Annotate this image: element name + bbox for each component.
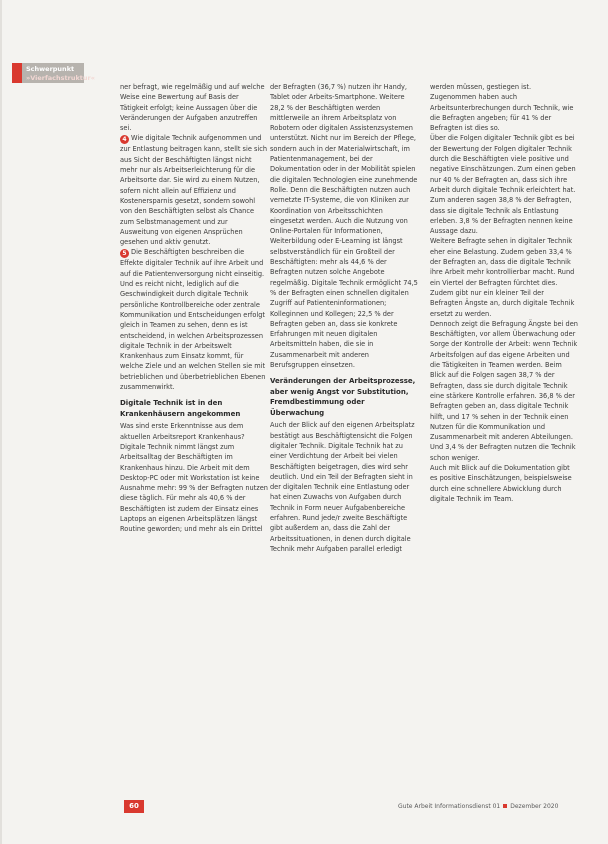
- issue-date: Dezember 2020: [510, 803, 559, 810]
- separator-square: [503, 804, 507, 808]
- paragraph: Was sind erste Erkenntnisse aus dem aktuellen Arbeitsreport Krankenhaus? Digitale Technik nimmt längst zum Arbeitsalltag der Beschäftigten im Krankenhaus hinzu. Die Arbeit mit dem Desktop-PC oder mit Workstation ist keine Ausnahme mehr: 99 % der Befragten nutzen diese täglich. Für mehr als 40,6 % der Beschäftigten ist zudem der Einsatz eines Laptops an eigenen Arbeitsplätzen längst Routine geworden; und mehr als ein Drittel: [120, 422, 268, 534]
- section-tag-marker: [12, 63, 22, 83]
- page-edge: [0, 0, 2, 844]
- paragraph: Über die Folgen digitaler Technik gibt es bei der Bewertung der Folgen digitaler Technik durch die Beschäftigten viele positive und negative Einschätzungen. Zum einen geben nur 40 % der Befragten an, dass sich ihre Arbeit durch digitale Technik erleichtert hat. Zum anderen sagen 38,8 % der Befragten, dass sie digitale Technik als Entlastung erleben. 3,8 % der Befragten nennen keine Aussage dazu.: [430, 134, 576, 236]
- paragraph: [120, 247, 268, 392]
- publication-name: Gute Arbeit Informationsdienst 01: [398, 803, 501, 810]
- paragraph: Weitere Befragte sehen in digitaler Technik eher eine Belastung. Zudem geben 33,4 % der Befragten an, dass die digitale Technik ihre Arbeit mehr kontrollierbar macht. Rund ein Viertel der Befragten fürchtet dies. Zudem gibt nur ein kleiner Teil der Befragten Ängste an, durch digitale Technik ersetzt zu werden.: [430, 237, 575, 318]
- paragraph: Dennoch zeigt die Befragung Ängste bei den Beschäftigten, vor allem Überwachung oder Sorge der Kontrolle der Arbeit: wenn Technik Arbeitsfolgen auf das eigene Arbeiten und die Tätigkeiten in Teamen werden. Beim Blick auf die Folgen sagen 38,7 % der Befragten, dass sie durch digitale Technik eine stärkere Kontrolle erfahren. 36,8 % der Befragten geben an, dass digitale Technik hilft, und 17 % sehen in der Technik einen Nutzen für die Kommunikation und Zusammenarbeit mit anderen Abteilungen. Und 3,4 % der Befragten nutzen die Technik schon weniger.: [430, 319, 578, 462]
- section-heading: Veränderungen der Arbeitsprozesse, aber wenig Angst vor Substitution, Fremdbestimmung oder Überwachung: [270, 377, 416, 417]
- paragraph: der Befragten (36,7 %) nutzen ihr Handy, Tablet oder Arbeits-Smartphone. Weitere 28,2 % der Beschäftigten werden mittlerweile an ihrem Arbeitsplatz von Robotern oder digitalen Assistenzsystemen unterstützt. Nicht nur im Bereich der Pflege, sondern auch in der Materialwirtschaft, im Patientenmanagement, bei der Dokumentation oder in der Mobilität spielen die digitalen Technologien eine zunehmende Rolle. Denn die Beschäftigten nutzen auch vernetzte IT-Systeme, die von Kliniken zur Koordination von Arbeitsschichten eingesetzt werden. Auch die Nutzung von Online-Portalen für Informationen, Weiterbildung oder E-Learning ist längst selbstverständlich für ein Großteil der Beschäftigten: mehr als 44,6 % der Befragten nutzen solche Angebote regelmäßig. Digitale Technik ermöglicht 74,5 % der Befragten einen schnellen digitalen Zugriff auf Patienteninformationen; Kolleginnen und Kollegen; 22,5 % der Befragten geben an, dass sie konkrete Erfahrungen mit neuen digitalen Arbeitsmitteln haben, die sie in Zusammenarbeit mit anderen Berufsgruppen einsetzen.: [270, 83, 418, 370]
- paragraph-text: Wie digitale Technik aufgenommen und zur Entlastung beitragen kann, stellt sie sich aus Sicht der Beschäftigten längst nicht mehr nur als Arbeitserleichterung für die Arbeitsorte dar. Sie wird zu einem Nutzen, sofern nicht allein auf Effizienz und Kostenersparnis gesetzt, sondern sowohl von den Beschäftigten selbst als Chance zum Selbstmanagement und zur Ausweitung von eigenen Ansprüchen gesehen und aktiv genutzt.: [120, 134, 268, 247]
- text-column-1: [120, 82, 268, 535]
- paragraph: werden müssen, gestiegen ist. Zugenommen haben auch Arbeitsunterbrechungen durch Technik, wie die Befragten angeben; für 41 % der Befragten ist dies so.: [430, 83, 574, 133]
- paragraph: ner befragt, wie regelmäßig und auf welche Weise eine Bewertung auf Basis der Tätigkeit erfolgt; keine Aussagen über die Veränderungen der Aufgaben anzutreffen sei.: [120, 83, 265, 133]
- paragraph-text: Die Beschäftigten beschreiben die Effekte digitaler Technik auf ihre Arbeit und auf die Patientenversorgung nicht einseitig. Und es reicht nicht, lediglich auf die Geschwindigkeit durch digitale Technik persönliche Kontrollbereiche oder zentrale Kommunikation und Entscheidungen erfolgt gleich in Teamen zu sehen, denn es ist entscheidend, in welchen Arbeitsprozessen digitale Technik in der Arbeitswelt Krankenhaus zum Einsatz kommt, für welche Ziele und an welchen Stellen sie mit betrieblichen und überbetrieblichen Ebenen zusammenwirkt.: [120, 248, 266, 392]
- paragraph: [120, 133, 268, 247]
- number-badge: 4: [120, 135, 129, 144]
- paragraph: Auch mit Blick auf die Dokumentation gibt es positive Einschätzungen, beispielsweise durch eine schnellere Abwicklung durch digitale Technik im Team.: [430, 463, 572, 503]
- section-tag-subtitle: »Vierfachstruktur«: [26, 74, 95, 82]
- number-badge: 5: [120, 249, 129, 258]
- paragraph: Auch der Blick auf den eigenen Arbeitsplatz bestätigt aus Beschäftigtensicht die Folgen digitaler Technik. Digitale Technik hat zu einer Verdichtung der Arbeit bei vielen Beschäftigten beigetragen, dies wird sehr deutlich. Und ein Teil der Befragten sieht in der digitalen Technik eine Entlastung oder hat einen Zuwachs von Aufgaben durch Technik in Form neuer Aufgabenbereiche erfahren. Rund jede/r zweite Beschäftigte gibt außerdem an, dass die Zahl der Arbeitssituationen, in denen durch digitale Technik mehr Aufgaben parallel erledigt: [270, 421, 415, 553]
- text-column-2: [270, 82, 418, 554]
- section-tag: [12, 63, 100, 83]
- text-column-3: [430, 82, 578, 504]
- page-number: 60: [124, 800, 144, 813]
- footer-line: [398, 803, 558, 810]
- section-heading: Digitale Technik ist in den Krankenhäusern angekommen: [120, 399, 241, 418]
- section-tag-title: Schwerpunkt: [26, 65, 75, 73]
